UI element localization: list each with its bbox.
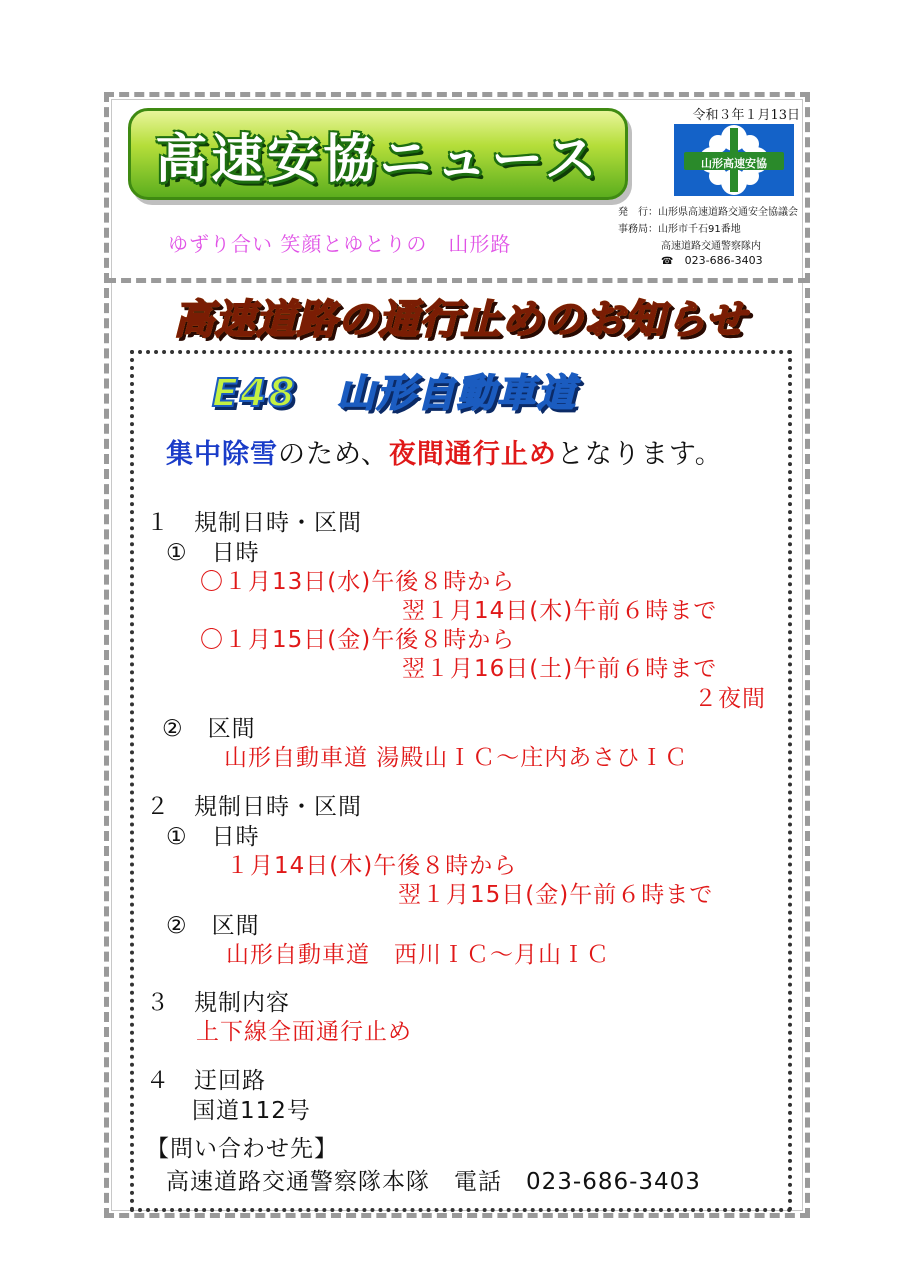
route-name-text: E48 山形自動車道 (212, 370, 577, 415)
office-phone (661, 254, 763, 267)
contact-heading: 【問い合わせ先】 (146, 1136, 338, 1162)
lead-sentence (166, 432, 723, 471)
notice-title (150, 288, 770, 344)
section1-date2-start: 〇１月15日(金)午後８時から (200, 627, 516, 653)
section2-dates-label: ① 日時 (166, 824, 260, 850)
section3-content: 上下線全面通行止め (196, 1019, 412, 1045)
slogan: ゆずり合い 笑顔とゆとりの 山形路 (168, 232, 512, 256)
section2-heading: ２ 規制日時・区間 (146, 794, 362, 820)
section2-date-end: 翌１月15日(金)午前６時まで (398, 882, 714, 908)
section1-dates-label: ① 日時 (166, 540, 260, 566)
section1-area-label: ② 区間 (162, 716, 256, 742)
publisher-line: 発 行：山形県高速道路交通安全協議会 (618, 207, 798, 218)
newsletter-title-text: 高速安協ニュース (155, 129, 601, 190)
section2-area-label: ② 区間 (166, 913, 260, 939)
section2-date-start: １月14日(木)午後８時から (226, 853, 518, 879)
lead-reason: 集中除雪 (166, 439, 278, 470)
issue-date: 令和３年１月13日 (692, 108, 800, 123)
notice-title-text: 高速道路の通行止めのお知らせ (174, 288, 747, 345)
lead-ending: となります。 (556, 439, 723, 470)
section1-date2-end: 翌１月16日(土)午前６時まで (402, 656, 718, 682)
lead-connector: のため、 (278, 439, 389, 470)
header-divider (106, 278, 808, 283)
section2-area: 山形自動車道 西川ＩＣ～月山ＩＣ (226, 942, 610, 968)
office-department: 高速道路交通警察隊内 (661, 241, 761, 252)
office-phone-number: 023-686-3403 (684, 254, 763, 267)
section3-heading: ３ 規制内容 (146, 990, 290, 1016)
section1-area: 山形自動車道 湯殿山ＩＣ～庄内あさひＩＣ (224, 745, 689, 771)
logo-text: 山形高速安協 (701, 157, 767, 170)
section4-content: 国道112号 (192, 1098, 311, 1124)
lead-closure: 夜間通行止め (388, 439, 557, 470)
phone-icon: ☎ (661, 256, 674, 267)
contact-details: 高速道路交通警察隊本隊 電話 023-686-3403 (166, 1169, 701, 1195)
section1-heading: １ 規制日時・区間 (146, 510, 362, 536)
section4-heading: ４ 迂回路 (146, 1068, 266, 1094)
office-address: 事務局：山形市千石91番地 (618, 224, 741, 235)
section1-date1-end: 翌１月14日(木)午前６時まで (402, 598, 718, 624)
newsletter-title (128, 108, 628, 200)
section1-date1-start: 〇１月13日(水)午後８時から (200, 569, 516, 595)
section1-nights: ２夜間 (694, 686, 766, 712)
route-name (212, 362, 577, 416)
